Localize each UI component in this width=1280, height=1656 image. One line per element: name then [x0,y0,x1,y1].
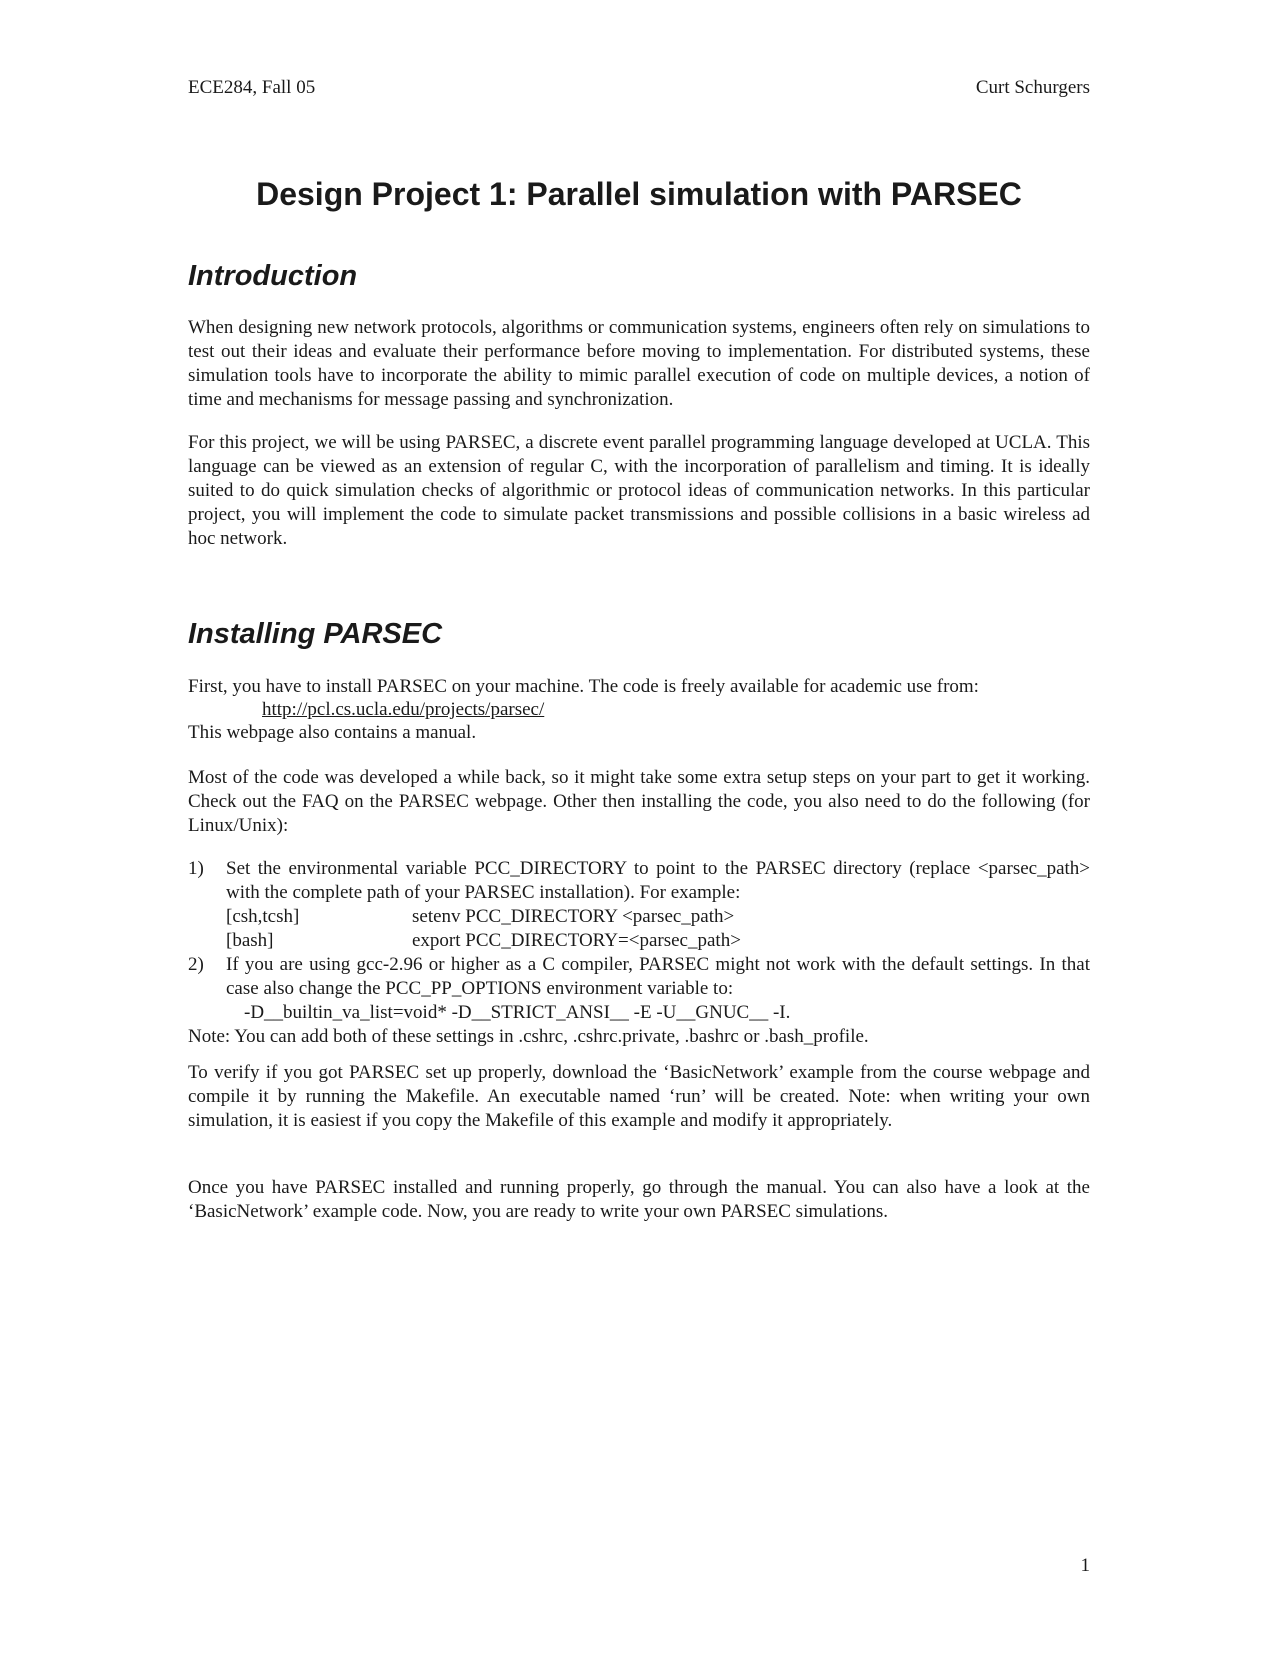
setup-steps-list [188,857,1090,1049]
introduction-paragraph-2: For this project, we will be using PARSEC, a discrete event parallel programming language developed at UCLA. This language can be viewed as an extension of regular C, with the incorporation of parallelism and timing. It is ideally suited to do quick simulation checks of algorithmic or protocol ideas of communication networks. In this particular project, you will implement the code to simulate packet transmissions and possible collisions in a basic wireless ad hoc network. [188,432,1090,549]
shell-name: [csh,tcsh] [226,906,300,927]
page-number: 1 [1080,1555,1090,1576]
code-example-row [188,929,1090,953]
step-number: 2) [188,954,204,975]
step-text: If you are using gcc-2.96 or higher as a C compiler, PARSEC might not work with the default settings. In that case also change the PCC_PP_OPTIONS environment variable to: [226,954,1090,999]
document-title: Design Project 1: Parallel simulation with PARSEC [256,176,1022,212]
introduction-heading: Introduction [188,260,358,292]
setup-paragraph: Most of the code was developed a while back, so it might take some extra setup steps on your part to get it working. Check out the FAQ on the PARSEC webpage. Other then installing the code, you also need to do the following (for Linux/Unix): [188,767,1090,836]
list-item [188,857,1090,905]
code-example-row [188,905,1090,929]
verify-paragraph: To verify if you got PARSEC set up properly, download the ‘BasicNetwork’ example from the course webpage and compile it by running the Makefile. An executable named ‘run’ will be created. Note: when writing your own simulation, it is easiest if you copy the Makefile of this example and modify it appropriately. [188,1062,1090,1131]
install-intro: First, you have to install PARSEC on your machine. The code is freely available for academic use from: [188,676,979,697]
settings-note: Note: You can add both of these settings in .cshrc, .cshrc.private, .bashrc or .bash_profile. [188,1026,869,1047]
course-label: ECE284, Fall 05 [188,77,316,98]
introduction-paragraph-1: When designing new network protocols, algorithms or communication systems, engineers often rely on simulations to test out their ideas and evaluate their performance before moving to implementation. For distributed systems, these simulation tools have to incorporate the ability to mimic parallel execution of code on multiple devices, a notion of time and mechanisms for message passing and synchronization. [188,317,1090,410]
shell-command: export PCC_DIRECTORY=<parsec_path> [412,930,741,951]
author-name: Curt Schurgers [975,77,1090,98]
parsec-download-link[interactable]: http://pcl.cs.ucla.edu/projects/parsec/ [262,699,545,720]
step-number: 1) [188,858,204,879]
shell-command: setenv PCC_DIRECTORY <parsec_path> [412,906,735,927]
compiler-options: -D__builtin_va_list=void* -D__STRICT_ANSI__ -E -U__GNUC__ -I. [244,1002,791,1023]
closing-paragraph: Once you have PARSEC installed and running properly, go through the manual. You can also have a look at the ‘BasicNetwork’ example code. Now, you are ready to write your own PARSEC simulations. [188,1177,1090,1222]
step-text: Set the environmental variable PCC_DIRECTORY to point to the PARSEC directory (replace <parsec_path> with the complete path of your PARSEC installation). For example: [226,858,1090,903]
shell-name: [bash] [226,930,274,951]
manual-note: This webpage also contains a manual. [188,722,477,743]
list-item [188,953,1090,1025]
installing-heading: Installing PARSEC [188,618,443,650]
